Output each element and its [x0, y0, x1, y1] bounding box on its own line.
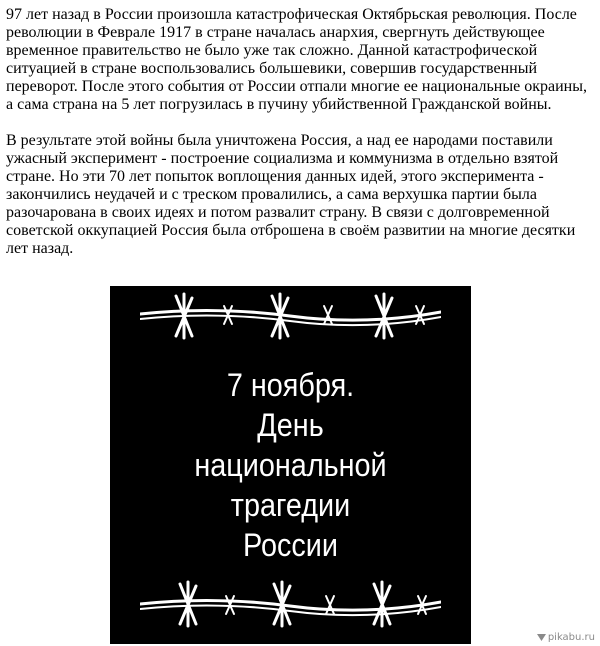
poster-line-day: День	[257, 407, 324, 443]
pikabu-logo-icon	[537, 634, 546, 641]
poster-line-russia: России	[243, 527, 338, 563]
poster-line-date: 7 ноября.	[226, 367, 355, 403]
watermark-text: pikabu.ru	[547, 632, 595, 643]
barbed-wire-bottom-icon	[140, 580, 441, 630]
article-text	[6, 6, 594, 276]
poster-title	[128, 365, 453, 565]
article-paragraph-2: В результате этой войны была уничтожена Россия, а над ее народами поставили ужасный эксперимент - построение социализма и коммунизма в отдельно взятой стране. Но эти 70 лет попыток воплощения данных идей, этого эксперимента - закончились неудачей и с треском провалились, а сама верхушка партии была разочарована в своих идеях и потом развалит страну. В связи с долговременной советской оккупацией Россия была отброшена в своём развитии на многие десятки лет назад.	[6, 132, 576, 257]
poster-line-national: национальной	[194, 447, 387, 483]
poster-line-tragedy: трагедии	[230, 487, 351, 523]
barbed-wire-top-icon	[140, 292, 441, 342]
article-paragraph-1: 97 лет назад в России произошла катастрофическая Октябрьская революция. После революции в Феврале 1917 в стране началась анархия, свергнуть действующее временное правительство не было уже так сложно. Данной катастрофической ситуацией в стране воспользовались большевики, совершив государственный переворот. После этого события от России отпали многие ее национальные окраины, а сама страна на 5 лет погрузилась в пучину убийственной Гражданской войны.	[6, 6, 587, 113]
mourning-poster-image	[110, 286, 471, 644]
site-watermark	[537, 632, 595, 643]
